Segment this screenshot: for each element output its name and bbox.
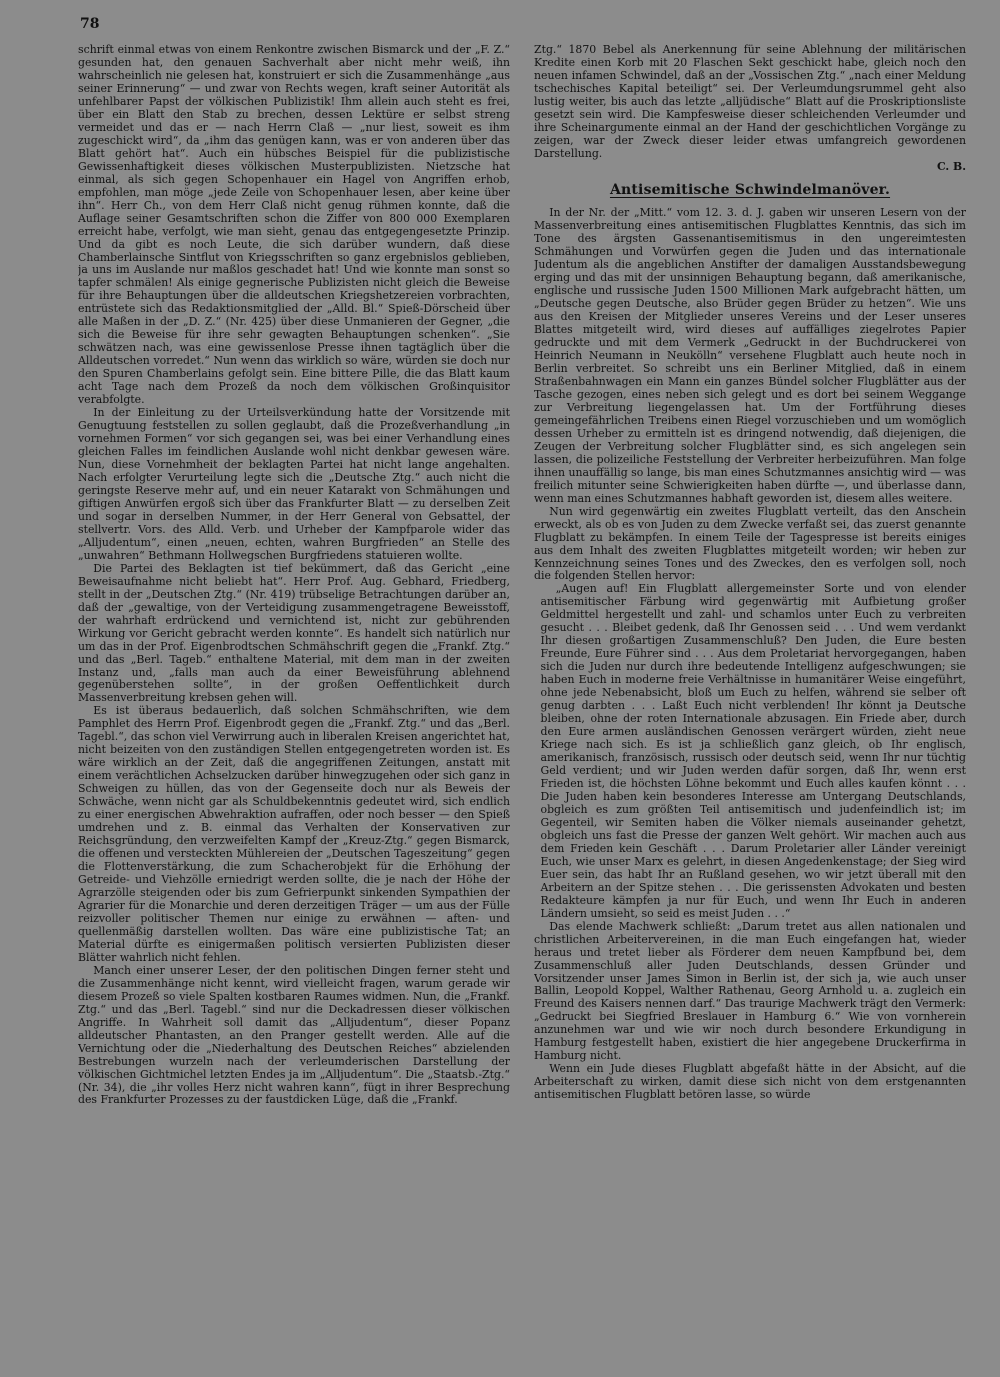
- right-column: [534, 44, 966, 1369]
- paragraph: In der Nr. der „Mitt.“ vom 12. 3. d. J. gaben wir unseren Lesern von der Massenverbreitung eines antisemitischen Flugblattes Kenntnis, das sich im Tone des ärgsten Gassenantisemitismus in den ungereimtesten Schmähungen und Vorwürfen gegen die Juden und das internationale Judentum als die angeblichen Anstifter der damaligen Ausstandsbewegung erging und das mit der unsinnigen Behauptung begann, daß amerikanische, englische und russische Juden 1500 Millionen Mark aufgebracht hätten, um „Deutsche gegen Deutsche, also Brüder gegen Brüder zu hetzen“. Wie uns aus den Kreisen der Mitglieder unseres Vereins und der Leser unseres Blattes mitgeteilt wird, wird dieses auf auffälliges ziegelrotes Papier gedruckte und mit dem Vermerk „Gedruckt in der Buchdruckerei von Heinrich Neumann in Neukölln“ versehene Flugblatt auch heute noch in Berlin verbreitet. So schreibt uns ein Berliner Mitglied, daß in einem Straßenbahnwagen ein Mann ein ganzes Bündel solcher Flugblätter aus der Tasche gezogen, eines neben sich gelegt und es dort bei seinem Weggange zur Verbreitung liegengelassen hat. Um der Fortführung dieses gemeingefährlichen Treibens einen Riegel vorzuschieben und um womöglich dessen Urheber zu ermitteln ist es dringend notwendig, daß diejenigen, die Zeugen der Verbreitung solcher Flugblätter sind, es sich angelegen sein lassen, die polizeiliche Feststellung der Verbreiter herbeizuführen. Man folge ihnen unauffällig so lange, bis man eines Schutzmannes ansichtig wird — was freilich mitunter seine Schwierigkeiten haben dürfte —, und überlasse dann, wenn man eines Schutzmannes habhaft geworden ist, diesem alles weitere.: [534, 206, 966, 505]
- paragraph: Das elende Machwerk schließt: „Darum tretet aus allen nationalen und christlichen Arbeitervereinen, in die man Euch eingefangen hat, wieder heraus und tretet lieber als Förderer dem neuen Kampfbund bei, dem Zusammenschluß aller Juden Deutschlands, dessen Gründer und Vorsitzender unser James Simon in Berlin ist, der sich ja, wie auch unser Ballin, Leopold Koppel, Walther Rathenau, Georg Arnhold u. a. zugleich ein Freund des Kaisers nennen darf.“ Das traurige Machwerk trägt den Vermerk: „Gedruckt bei Siegfried Breslauer in Hamburg 6.“ Wie von vornherein anzunehmen war und wie wir noch durch besondere Erkundigung in Hamburg festgestellt haben, existiert die hier angegebene Druckerfirma in Hamburg nicht.: [534, 919, 966, 1063]
- paragraph: Nun wird gegenwärtig ein zweites Flugblatt verteilt, das den Anschein erweckt, als ob es von Juden zu dem Zwecke verfaßt sei, das zuerst genannte Flugblatt zu bekämpfen. In einem Teile der Tagespresse ist bereits einiges aus dem Inhalt des zweiten Flugblattes mitgeteilt worden; wir heben zur Kennzeichnung seines Tones und des Zweckes, den es verfolgen soll, noch die folgenden Stellen hervor:: [534, 504, 966, 583]
- page-number: 78: [80, 16, 100, 32]
- paragraph: Die Partei des Beklagten ist tief bekümmert, daß das Gericht „eine Beweisaufnahme nicht beliebt hat“. Herr Prof. Aug. Gebhard, Friedberg, stellt in der „Deutschen Ztg.“ (Nr. 419) trübselige Betrachtungen darüber an, daß der „gewaltige, von der Verteidigung zusammengetragene Beweisstoff, der wahrhaft erdrückend und vernichtend ist, nicht zur gebührenden Wirkung vor Gericht gebracht werden konnte“. Es handelt sich natürlich nur um das in der Prof. Eigenbrodtschen Schmähschrift gegen die „Frankf. Ztg.“ und das „Berl. Tageb.“ enthaltene Material, mit dem man in der zweiten Instanz und, „falls man auch da einer Beweisführung ablehnend gegenüberstehen sollte“, in der großen Oeffentlichkeit durch Massenverbreitung krebsen gehen will.: [78, 561, 510, 705]
- paragraph: Manch einer unserer Leser, der den politischen Dingen ferner steht und die Zusammenhänge nicht kennt, wird vielleicht fragen, warum gerade wir diesem Prozeß so viele Spalten kostbaren Raumes widmen. Nun, die „Frankf. Ztg.“ und das „Berl. Tagebl.“ sind nur die Deckadressen dieser völkischen Angriffe. In Wahrheit soll damit das „Alljudentum“, dieser Popanz alldeutscher Phantasten, an den Pranger gestellt werden. Alle auf die Vernichtung oder die „Niederhaltung des Deutschen Reiches“ abzielenden Bestrebungen wurzeln nach der verleumderischen Darstellung der völkischen Gichtmichel letzten Endes ja im „Alljudentum“. Die „Staatsb.-Ztg.“ (Nr. 34), die „ihr volles Herz nicht wahren kann“, fügt in ihrer Besprechung des Frankfurter Prozesses zu der faustdicken Lüge, daß die „Frankf.: [78, 963, 510, 1107]
- author-signature: C. B.: [936, 159, 966, 173]
- paragraph: In der Einleitung zu der Urteilsverkündung hatte der Vorsitzende mit Genugtuung feststellen zu sollen geglaubt, daß die Prozeßverhandlung „in vornehmen Formen“ vor sich gegangen sei, was bei einer Verhandlung eines gleichen Falles im feindlichen Auslande wohl nicht denkbar gewesen wäre. Nun, diese Vornehmheit der beklagten Partei hat nicht lange angehalten. Nach erfolgter Verurteilung legte sich die „Deutsche Ztg.“ auch nicht die geringste Reserve mehr auf, und ein neuer Katarakt von Schmähungen und giftigen Anwürfen ergoß sich über das Frankfurter Blatt — zu derselben Zeit und sogar in derselben Nummer, in der Herr General von Gebsattel, der stellvertr. Vors. des Alld. Verb. und Urheber der Kampfparole wider das „Alljudentum“, einen „neuen, echten, wahren Burgfrieden“ an Stelle des „unwahren“ Bethmann Hollwegschen Burgfriedens statuieren wollte.: [78, 406, 510, 562]
- quoted-paragraph: „Augen auf! Ein Flugblatt allergemeinster Sorte und von elender antisemitischer Färbung wird gegenwärtig mit Aufbietung großer Geldmittel hergestellt und zahl- und schamlos unter Euch zu verbreiten gesucht . . . Bleibet gedenk, daß Ihr Genossen seid . . . Und wem verdankt Ihr diesen großartigen Zusammenschluß? Den Juden, die Eure besten Freunde, Eure Führer sind . . . Aus dem Proletariat hervorgegangen, haben sich die Juden nur durch ihre bedeutende Intelligenz aufgeschwungen; sie haben Euch in moderne freie Verhältnisse in humanitärer Weise eingeführt, ohne jede Nebenabsicht, bloß um Euch zu helfen, während sie selber oft genug darbten . . . Laßt Euch nicht verblenden! Ihr könnt ja Deutsche bleiben, ohne der roten Internationale abzusagen. Ein Friede aber, durch den Eure armen ausländischen Genossen verärgert würden, zieht neue Kriege nach sich. Es ist ja schließlich ganz gleich, ob Ihr englisch, amerikanisch, französisch, russisch oder deutsch seid, wenn Ihr nur tüchtig Geld verdient; und wir Juden werden dafür sorgen, daß Ihr, wenn erst Frieden ist, die höchsten Löhne bekommt und Euch alles kaufen könnt . . . Die Juden haben kein besonderes Interesse am Untergang Deutschlands, obgleich es zum größten Teil antisemitisch und judenfeindlich ist; im Gegenteil, wir Semiten haben die Völker niemals auseinander gehetzt, obgleich uns fast die Presse der ganzen Welt gehört. Wir machen auch aus dem Frieden kein Geschäft . . . Darum Proletarier aller Länder vereinigt Euch, wie unser Marx es gelehrt, in diesen Angedenkenstage; der Sieg wird Euer sein, das habt Ihr an Rußland gesehen, wo wir jetzt überall mit den Arbeitern an der Spitze stehen . . . Die gerissensten Advokaten und besten Redakteure kämpfen ja nur für Euch, und wenn Ihr Euch in anderen Ländern umsieht, so seid es meist Juden . . .“: [540, 582, 966, 920]
- paragraph: Wenn ein Jude dieses Flugblatt abgefaßt hätte in der Absicht, auf die Arbeiterschaft zu wirken, damit diese sich nicht von dem erstgenannten antisemitischen Flugblatt betören lasse, so würde: [534, 1062, 966, 1102]
- paragraph: schrift einmal etwas von einem Renkontre zwischen Bismarck und der „F. Z.“ gesunden hat, den genauen Sachverhalt aber nicht mehr weiß, ihn wahrscheinlich nie gelesen hat, konstruiert er sich die Zusammenhänge „aus seiner Erinnerung“ — und zwar von Rechts wegen, kraft seiner Autorität als unfehlbarer Papst der völkischen Publizistik! Ihm allein auch steht es frei, über ein Blatt den Stab zu brechen, dessen Lektüre er selbst streng vermeidet und das er — nach Herrn Claß — „nur liest, soweit es ihm zugeschickt wird“, da „ihm das genügen kann, was er von anderen über das Blatt gehört hat“. Auch ein hübsches Beispiel für die publizistische Gewissenhaftigkeit dieses völkischen Musterpublizisten. Nietzsche hat einmal, als sich gegen Schopenhauer ein Hagel von Angriffen erhob, empfohlen, man möge „jede Zeile von Schopenhauer lesen, aber keine über ihn“. Herr Ch., von dem Herr Claß nicht genug rühmen konnte, daß die Auflage seiner Gesamtschriften schon die Ziffer von 800 000 Exemplaren erreicht habe, verfolgt, wie man sieht, genau das entgegengesetzte Prinzip. Und da gibt es noch Leute, die sich darüber wundern, daß diese Chamberlainsche Sintflut von Kriegsschriften so ganz ergebnislos geblieben, ja uns im Auslande nur maßlos geschadet hat! Und wie konnte man sonst so tapfer schmälen! Als einige gegnerische Publizisten nicht gleich die Beweise für ihre Behauptungen über die alldeutschen Kriegshetzereien vorbrachten, entrüstete sich das Redaktionsmitglied der „Alld. Bl.“ Spieß-Dörscheid über alle Maßen in der „D. Z.“ (Nr. 425) über diese Unmanieren der Gegner, „die sich die Beweise für ihre sehr gewagten Behauptungen schenken“. „Sie schwätzen nach, was eine gewissenlose Presse ihnen tagtäglich über die Alldeutschen vorredet.“ Nun wenn das wirklich so wäre, würden sie doch nur den Spuren Chamberlains gefolgt sein. Eine bittere Pille, die das Blatt kaum acht Tage nach dem Prozeß da noch dem völkischen Großinquisitor verabfolgte.: [78, 44, 510, 407]
- paragraph: Es ist überaus bedauerlich, daß solchen Schmähschriften, wie dem Pamphlet des Herrn Prof. Eigenbrodt gegen die „Frankf. Ztg.“ und das „Berl. Tagebl.“, das schon viel Verwirrung auch in liberalen Kreisen angerichtet hat, nicht beizeiten von den zuständigen Stellen entgegengetreten worden ist. Es wäre wirklich an der Zeit, daß die angegriffenen Zeitungen, anstatt mit einem verächtlichen Achselzucken darüber hinwegzugehen oder sich ganz in Schweigen zu hüllen, das von der Gegenseite doch nur als Beweis der Schwäche, wenn nicht gar als Schuldbekenntnis gedeutet wird, sich endlich zu einer energischen Abwehraktion aufraffen, oder noch besser — den Spieß umdrehen und z. B. einmal das Verhalten der Konservativen zur Reichsgründung, den verzweifelten Kampf der „Kreuz-Ztg.“ gegen Bismarck, die offenen und versteckten Mühlereien der „Deutschen Tageszeitung“ gegen die Flottenverstärkung, die zum Schacherobjekt für die Erhöhung der Getreide- und Viehzölle erniedrigt werden sollte, die je nach der Höhe der Agrarzölle steigenden oder bis zum Gefrierpunkt sinkenden Sympathien der Agrarier für die Monarchie und deren derzeitigen Träger — um aus der Fülle reizvoller politischer Themen nur einige zu erwähnen — aften- und quellenmäßig darstellen wollten. Das wäre eine publizistische Tat; an Material dürfte es einigermaßen politisch versierten Publizisten dieser Blätter wahrlich nicht fehlen.: [78, 704, 510, 964]
- left-column: [78, 44, 510, 1369]
- paragraph: Ztg.“ 1870 Bebel als Anerkennung für seine Ablehnung der militärischen Kredite einen Korb mit 20 Flaschen Sekt geschickt habe, gleich noch den neuen infamen Schwindel, daß an der „Vossischen Ztg.“ „nach einer Meldung tschechisches Kapital beteiligt“ sei. Der Verleumdungsrummel geht also lustig weiter, bis auch das letzte „alljüdische“ Blatt auf die Proskriptionsliste gesetzt sein wird. Die Kampfesweise dieser schleichenden Verleumder und ihre Scheinargumente einmal an der Hand der geschichtlichen Vorgänge zu zeigen, war der Zweck dieser leider etwas umfangreich gewordenen Darstellung.: [534, 44, 966, 160]
- text-columns: [78, 44, 966, 1369]
- section-heading: Antisemitische Schwindelmanöver.: [609, 181, 891, 198]
